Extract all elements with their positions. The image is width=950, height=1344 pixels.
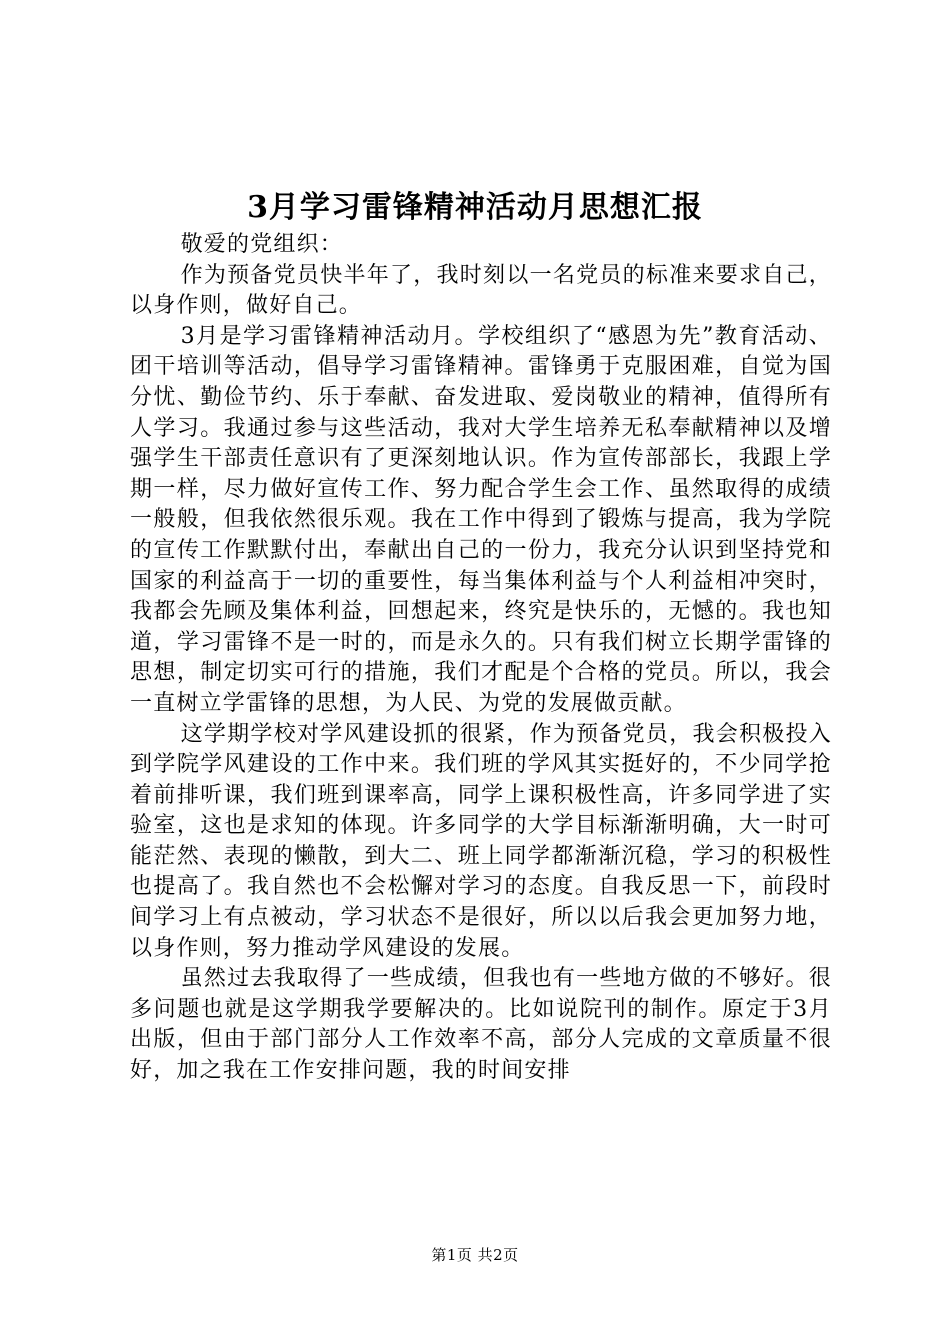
page-number-footer: 第1页 共2页: [431, 1246, 519, 1264]
paragraph-3: 这学期学校对学风建设抓的很紧，作为预备党员，我会积极投入到学院学风建设的工作中来。我们班的学风其实挺好的，不少同学抢着前排听课，我们班到课率高，同学上课积极性高，许多同学进了实验室，这也是求知的体现。许多同学的大学目标渐渐明确，大一时可能茫然、表现的懒散，到大二、班上同学都渐渐沉稳，学习的积极性也提高了。我自然也不会松懈对学习的态度。自我反思一下，前段时间学习上有点被动，学习状态不是很好，所以以后我会更加努力地，以身作则，努力推动学风建设的发展。: [130, 721, 832, 961]
paragraph-4: 虽然过去我取得了一些成绩，但我也有一些地方做的不够好。很多问题也就是这学期我学要解决的。比如说院刊的制作。原定于3月出版，但由于部门部分人工作效率不高，部分人完成的文章质量不很好，加之我在工作安排问题，我的时间安排: [130, 966, 832, 1084]
paragraph-1: 作为预备党员快半年了，我时刻以一名党员的标准来要求自己，以身作则，做好自己。: [130, 262, 832, 319]
salutation: 敬爱的党组织：: [180, 232, 343, 257]
paragraph-2: 3月是学习雷锋精神活动月。学校组织了“感恩为先”教育活动、团干培训等活动，倡导学习雷锋精神。雷锋勇于克服困难，自觉为国分忧、勤俭节约、乐于奉献、奋发进取、爱岗敬业的精神，值得所有人学习。我通过参与这些活动，我对大学生培养无私奉献精神以及增强学生干部责任意识有了更深刻地认识。作为宣传部部长，我跟上学期一样，尽力做好宣传工作、努力配合学生会工作、虽然取得的成绩一般般，但我依然很乐观。我在工作中得到了锻炼与提高，我为学院的宣传工作默默付出，奉献出自己的一份力，我充分认识到坚持党和国家的利益高于一切的重要性，每当集体利益与个人利益相冲突时，我都会先顾及集体利益，回想起来，终究是快乐的，无憾的。我也知道，学习雷锋不是一时的，而是永久的。只有我们树立长期学雷锋的思想，制定切实可行的措施，我们才配是个合格的党员。所以，我会一直树立学雷锋的思想，为人民、为党的发展做贡献。: [130, 323, 832, 716]
document-title: 3月学习雷锋精神活动月思想汇报: [247, 190, 703, 225]
document-body: [130, 230, 832, 1087]
